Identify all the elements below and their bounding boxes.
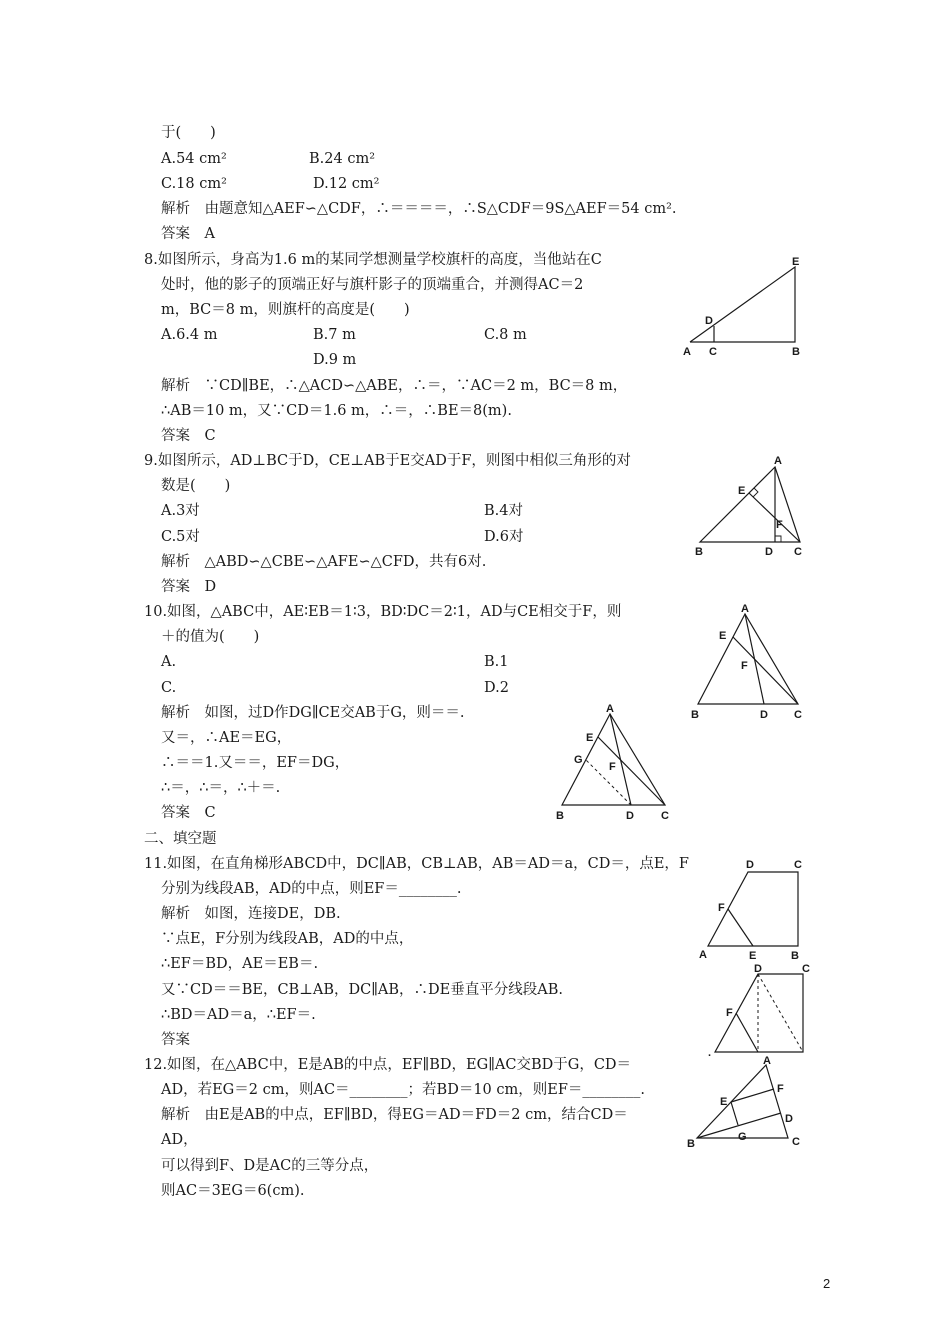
q11b-label-d: D xyxy=(754,963,762,975)
q12-stem-2: AD，若EG＝2 cm，则AC＝________；若BD＝10 cm，则EF＝________. xyxy=(161,1082,646,1098)
q12-label-a: A xyxy=(763,1055,771,1067)
q10-option-d: D.2 xyxy=(484,680,509,696)
page-number: 2 xyxy=(823,1276,831,1291)
q11-stem-2: 分别为线段AB，AD的中点，则EF＝________. xyxy=(161,881,462,897)
q7-answer: 答案 A xyxy=(161,226,215,242)
q12-label-f: F xyxy=(777,1083,784,1095)
q10b-label-c: C xyxy=(661,810,669,822)
q8-analysis-2: ∴AB＝10 m，又∵CD＝1.6 m，∴＝，∴BE＝8(m). xyxy=(161,403,512,419)
q10-label-a: A xyxy=(741,603,749,615)
q11-label-f: F xyxy=(718,902,725,914)
q10-analysis-figure xyxy=(552,702,677,824)
q12-stem-1: 12.如图，在△ABC中，E是AB的中点，EF∥BD，EG∥AC交BD于G，CD＝ xyxy=(144,1057,632,1073)
q8-stem-2: 处时，他的影子的顶端正好与旗杆影子的顶端重合，并测得AC＝2 xyxy=(161,277,584,293)
q10-option-a: A. xyxy=(161,654,177,670)
q11-analysis-1: 解析 如图，连接DE，DB. xyxy=(161,906,341,922)
q10b-label-b: B xyxy=(556,810,564,822)
q12-analysis-2: AD， xyxy=(161,1132,198,1148)
q8-label-b: B xyxy=(792,346,800,358)
q11-label-d: D xyxy=(746,859,754,871)
q10-analysis-4: ∴＝，∴＝，∴＋＝. xyxy=(161,780,281,796)
q8-analysis-1: 解析 ∵CD∥BE，∴△ACD∽△ABE，∴＝，∵AC＝2 m，BC＝8 m， xyxy=(161,378,628,394)
q9-label-e: E xyxy=(738,485,746,497)
q10-stem-2: ＋的值为( ) xyxy=(161,629,260,645)
q11-analysis-figure xyxy=(700,962,820,1062)
q11b-label-c: C xyxy=(802,963,810,975)
q11-analysis-2: ∵点E，F分别为线段AB，AD的中点， xyxy=(161,931,414,947)
q10b-label-f: F xyxy=(609,761,616,773)
q11-label-e: E xyxy=(749,950,757,962)
q11b-label-f: F xyxy=(726,1007,733,1019)
q10-option-c: C. xyxy=(161,680,177,696)
q8-figure xyxy=(680,252,810,362)
q11-figure xyxy=(690,856,810,962)
q11-analysis-5: ∴BD＝AD＝a，∴EF＝. xyxy=(161,1007,316,1023)
q7-option-a: A.54 cm² xyxy=(161,151,227,167)
q9-option-a: A.3对 xyxy=(161,503,200,519)
q11-label-c: C xyxy=(794,859,802,871)
q10b-label-d: D xyxy=(626,810,634,822)
q10-stem-1: 10.如图，△ABC中，AE∶EB＝1∶3，BD∶DC＝2∶1，AD与CE相交于F，则 xyxy=(144,604,622,620)
q10-label-f: F xyxy=(741,660,748,672)
q11-analysis-3: ∴EF＝BD，AE＝EB＝. xyxy=(161,956,319,972)
q10b-label-e: E xyxy=(586,732,594,744)
q12-label-g: G xyxy=(738,1131,747,1143)
q10-label-e: E xyxy=(719,630,727,642)
q10-analysis-2: 又＝，∴AE＝EG， xyxy=(161,730,292,746)
q10-analysis-3: ∴＝＝1.又＝＝，EF＝DG， xyxy=(161,755,350,771)
q11-label-b: B xyxy=(791,950,799,962)
q9-label-f: F xyxy=(776,519,783,531)
q12-label-c: C xyxy=(792,1136,800,1148)
q11-label-a: A xyxy=(699,949,707,961)
q9-stem-1: 9.如图所示，AD⊥BC于D，CE⊥AB于E交AD于F，则图中相似三角形的对 xyxy=(144,453,631,469)
q11-analysis-4: 又∵CD＝＝BE，CB⊥AB，DC∥AB，∴DE垂直平分线段AB. xyxy=(161,982,563,998)
q10-figure xyxy=(688,602,808,722)
q12-analysis-4: 则AC＝3EG＝6(cm). xyxy=(161,1183,305,1199)
q10-label-c: C xyxy=(794,709,802,721)
q12-label-e: E xyxy=(720,1096,728,1108)
q7-analysis: 解析 由题意知△AEF∽△CDF，∴＝＝＝＝，∴S△CDF＝9S△AEF＝54 cm². xyxy=(161,201,677,217)
q8-answer: 答案 C xyxy=(161,428,216,444)
q12-analysis-1: 解析 由E是AB的中点，EF∥BD，得EG＝AD＝FD＝2 cm，结合CD＝ xyxy=(161,1107,628,1123)
q10b-label-a: A xyxy=(606,703,614,715)
q8-label-e: E xyxy=(792,256,800,268)
q10-label-b: B xyxy=(691,709,699,721)
q10b-label-g: G xyxy=(574,754,583,766)
q11-stem-1: 11.如图，在直角梯形ABCD中，DC∥AB，CB⊥AB，AB＝AD＝a，CD＝，点E，F xyxy=(144,856,689,872)
q9-label-b: B xyxy=(695,546,703,558)
q7-option-b: B.24 cm² xyxy=(309,151,376,167)
q11b-label-dot: . xyxy=(708,1047,712,1059)
q9-stem-2: 数是( ) xyxy=(161,478,231,494)
q7-option-c: C.18 cm² xyxy=(161,176,227,192)
q9-label-c: C xyxy=(794,546,802,558)
q8-label-c: C xyxy=(709,346,717,358)
q9-figure xyxy=(690,452,810,562)
q12-label-b: B xyxy=(687,1138,695,1150)
q10-answer: 答案 C xyxy=(161,805,216,821)
section-heading: 二、填空题 xyxy=(144,831,217,847)
q8-label-d: D xyxy=(705,315,713,327)
q7-stem-end: 于( ) xyxy=(161,125,216,141)
q12-figure xyxy=(683,1055,813,1155)
q8-option-b: B.7 m xyxy=(313,327,356,343)
q8-option-a: A.6.4 m xyxy=(161,327,218,343)
q12-analysis-3: 可以得到F、D是AC的三等分点， xyxy=(161,1158,379,1174)
q7-option-d: D.12 cm² xyxy=(313,176,380,192)
q10-option-b: B.1 xyxy=(484,654,509,670)
q9-option-c: C.5对 xyxy=(161,529,200,545)
q9-option-d: D.6对 xyxy=(484,529,524,545)
q8-label-a: A xyxy=(683,346,691,358)
q10-label-d: D xyxy=(760,709,768,721)
q9-analysis: 解析 △ABD∽△CBE∽△AFE∽△CFD，共有6对. xyxy=(161,554,487,570)
q9-answer: 答案 D xyxy=(161,579,217,595)
q9-label-a: A xyxy=(774,455,782,467)
q9-label-d: D xyxy=(765,546,773,558)
q8-stem-3: m，BC＝8 m，则旗杆的高度是( ) xyxy=(161,302,410,318)
q12-label-d: D xyxy=(785,1113,793,1125)
q9-option-b: B.4对 xyxy=(484,503,523,519)
q11-answer: 答案 xyxy=(161,1032,190,1048)
q10-analysis-1: 解析 如图，过D作DG∥CE交AB于G，则＝＝. xyxy=(161,705,465,721)
q8-option-c: C.8 m xyxy=(484,327,527,343)
q8-option-d: D.9 m xyxy=(313,352,357,368)
q8-stem-1: 8.如图所示，身高为1.6 m的某同学想测量学校旗杆的高度，当他站在C xyxy=(144,252,602,268)
